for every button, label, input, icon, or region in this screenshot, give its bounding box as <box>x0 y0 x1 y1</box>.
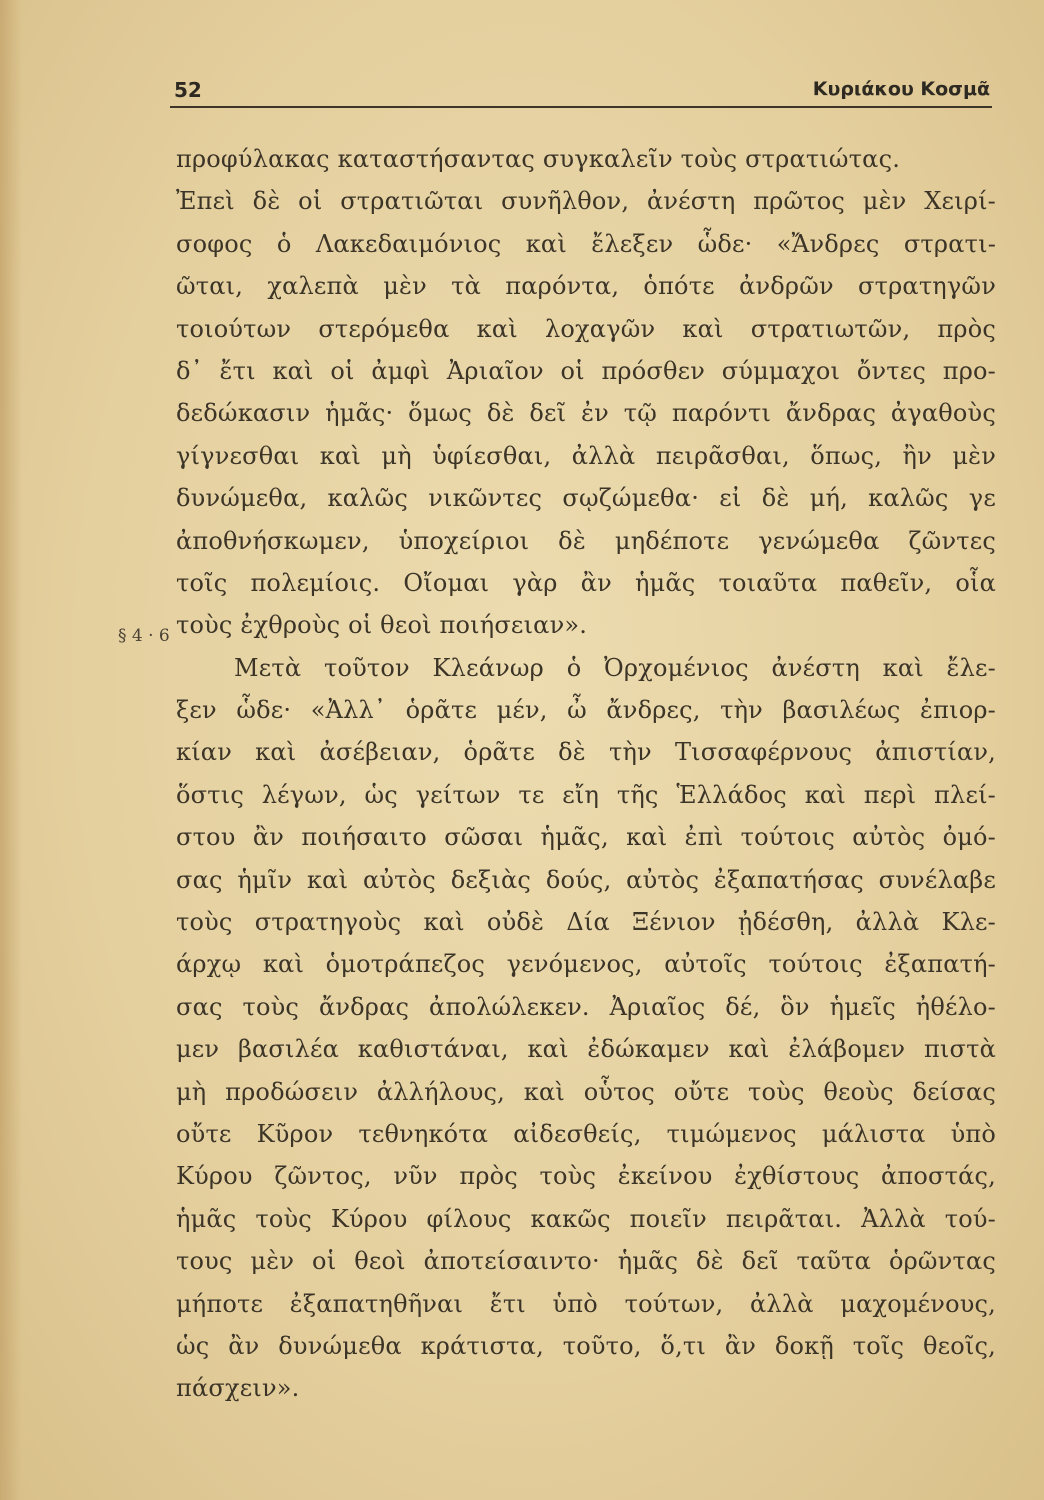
text-line: οὔτε Κῦρον τεθνηκότα αἰδεσθείς, τιμώμενος μάλιστα ὑπὸ <box>176 1119 996 1148</box>
running-title: Κυριάκου Κοσμᾶ <box>812 78 990 100</box>
text-line: δεδώκασιν ἡμᾶς· ὅμως δὲ δεῖ ἐν τῷ παρόντι ἄνδρας ἀγαθοὺς <box>176 399 996 428</box>
body-text <box>176 138 996 1410</box>
text-line: δ᾿ ἔτι καὶ οἱ ἀμφὶ Ἀριαῖον οἱ πρόσθεν σύμμαχοι ὄντες προ- <box>176 356 996 385</box>
section-marker: § 4 · 6 <box>118 626 170 646</box>
text-line: τοὺς ἐχθροὺς οἱ θεοὶ ποιήσειαν». <box>176 611 588 640</box>
text-line: μήποτε ἐξαπατηθῆναι ἔτι ὑπὸ τούτων, ἀλλὰ μαχομένους, <box>176 1289 996 1318</box>
text-line: ἀποθνήσκωμεν, ὑποχείριοι δὲ μηδέποτε γενώμεθα ζῶντες <box>176 526 996 555</box>
text-line: Μετὰ τοῦτον Κλεάνωρ ὁ Ὀρχομένιος ἀνέστη καὶ ἔλε- <box>234 653 996 682</box>
page-number: 52 <box>174 78 202 102</box>
text-line: ξεν ὧδε· «Ἀλλ᾿ ὁρᾶτε μέν, ὦ ἄνδρες, τὴν βασιλέως ἐπιορ- <box>176 696 996 725</box>
text-line: άρχῳ καὶ ὁμοτράπεζος γενόμενος, αὐτοῖς τούτοις ἐξαπατή- <box>176 950 996 979</box>
text-line: στου ἂν ποιήσαιτο σῶσαι ἡμᾶς, καὶ ἐπὶ τούτοις αὐτὸς ὀμό- <box>176 823 996 852</box>
page-gutter-shadow <box>0 0 22 1500</box>
text-line: κίαν καὶ ἀσέβειαν, ὁρᾶτε δὲ τὴν Τισσαφέρνους ἀπιστίαν, <box>176 738 996 767</box>
text-line: τοὺς στρατηγοὺς καὶ οὐδὲ Δία Ξένιον ᾐδέσθη, ἀλλὰ Κλε- <box>176 908 996 937</box>
text-line: σας τοὺς ἄνδρας ἀπολώλεκεν. Ἀριαῖος δέ, ὃν ἡμεῖς ἠθέλο- <box>176 992 996 1021</box>
text-line: Ἐπεὶ δὲ οἱ στρατιῶται συνῆλθον, ἀνέστη πρῶτος μὲν Χειρί- <box>176 187 996 216</box>
text-line: σοφος ὁ Λακεδαιμόνιος καὶ ἔλεξεν ὧδε· «Ἄνδρες στρατι- <box>176 229 996 258</box>
text-line: ῶται, χαλεπὰ μὲν τὰ παρόντα, ὁπότε ἀνδρῶν στρατηγῶν <box>176 272 996 301</box>
text-line: Κύρου ζῶντος, νῦν πρὸς τοὺς ἐκείνου ἐχθίστους ἀποστάς, <box>176 1162 996 1191</box>
text-line: σας ἡμῖν καὶ αὐτὸς δεξιὰς δούς, αὐτὸς ἐξαπατήσας συνέλαβε <box>176 865 996 894</box>
text-line: τοιούτων στερόμεθα καὶ λοχαγῶν καὶ στρατιωτῶν, πρὸς <box>176 314 996 343</box>
text-line: τους μὲν οἱ θεοὶ ἀποτείσαιντο· ἡμᾶς δὲ δεῖ ταῦτα ὁρῶντας <box>176 1247 996 1276</box>
text-line: πάσχειν». <box>176 1374 300 1403</box>
text-line: ὡς ἂν δυνώμεθα κράτιστα, τοῦτο, ὅ,τι ἂν δοκῇ τοῖς θεοῖς, <box>176 1331 996 1360</box>
text-line: προφύλακας καταστήσαντας συγκαλεῖν τοὺς στρατιώτας. <box>176 145 901 173</box>
text-line: τοῖς πολεμίοις. Οἴομαι γὰρ ἂν ἡμᾶς τοιαῦτα παθεῖν, οἷα <box>176 568 996 597</box>
text-line: μὴ προδώσειν ἀλλήλους, καὶ οὗτος οὔτε τοὺς θεοὺς δείσας <box>176 1077 996 1106</box>
text-line: μεν βασιλέα καθιστάναι, καὶ ἐδώκαμεν καὶ ἐλάβομεν πιστὰ <box>176 1035 996 1064</box>
text-line: ἡμᾶς τοὺς Κύρου φίλους κακῶς ποιεῖν πειρᾶται. Ἀλλὰ τού- <box>176 1204 996 1233</box>
text-line: ὅστις λέγων, ὡς γείτων τε εἴη τῆς Ἑλλάδος καὶ περὶ πλεί- <box>176 780 996 809</box>
page-header <box>170 72 992 108</box>
text-line: δυνώμεθα, καλῶς νικῶντες σῳζώμεθα· εἰ δὲ μή, καλῶς γε <box>176 484 996 513</box>
text-line: γίγνεσθαι καὶ μὴ ὑφίεσθαι, ἀλλὰ πειρᾶσθαι, ὅπως, ἢν μὲν <box>176 441 996 470</box>
